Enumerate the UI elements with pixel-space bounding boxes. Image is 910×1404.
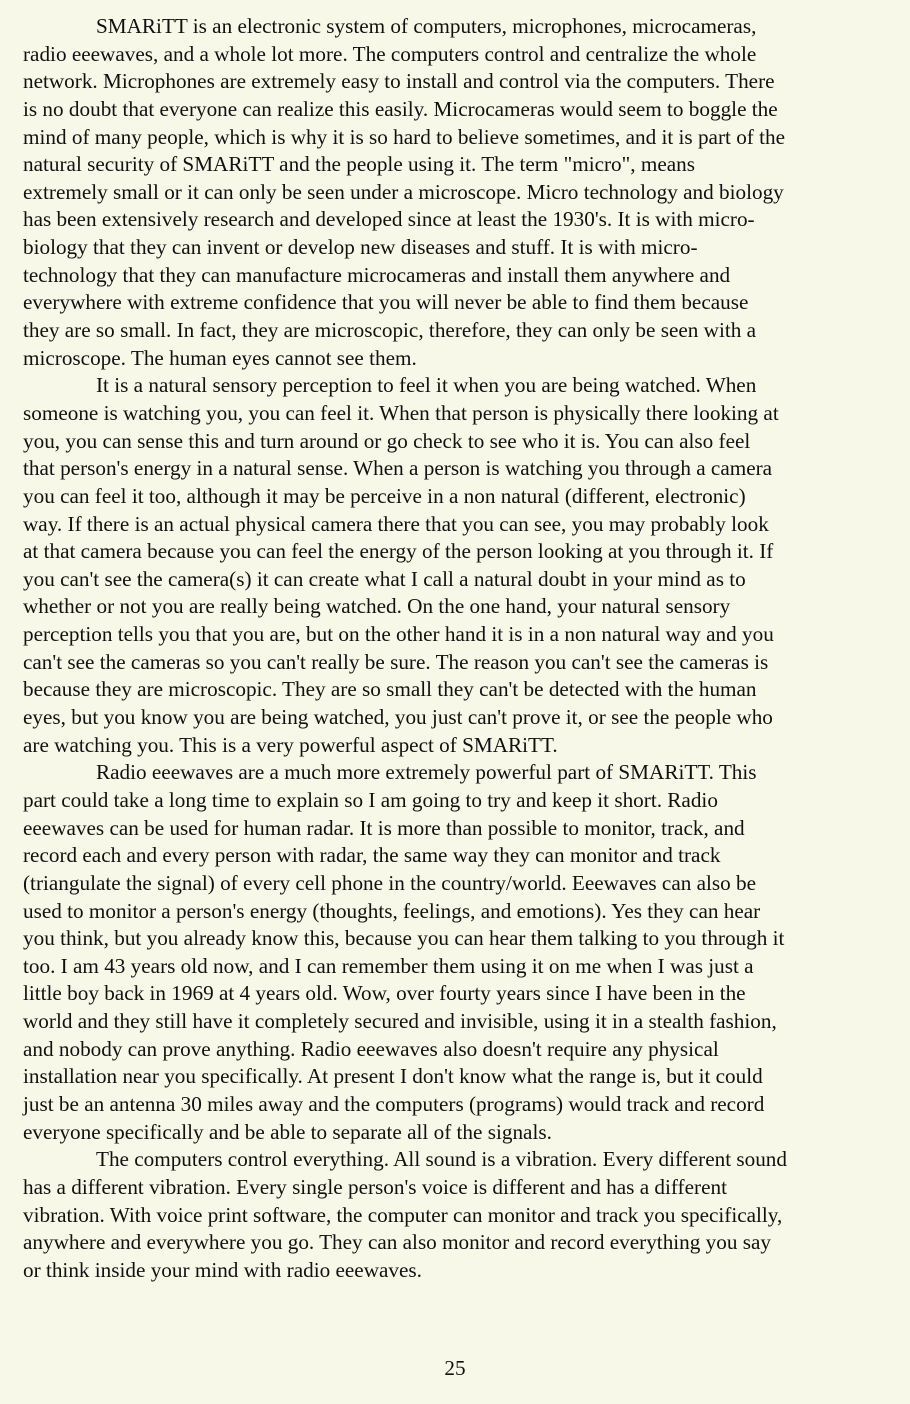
text-line: eyes, but you know you are being watched, you just can't prove it, or see the people who [23,705,773,730]
text-line: has been extensively research and developed since at least the 1930's. It is with micro- [23,207,755,232]
text-line: microscope. The human eyes cannot see them. [23,345,417,370]
text-line: are watching you. This is a very powerful aspect of SMARiTT. [23,732,558,757]
text-line: has a different vibration. Every single person's voice is different and has a different [23,1174,727,1199]
text-line: network. Microphones are extremely easy to install and control via the computers. There [23,69,775,94]
text-line: installation near you specifically. At present I don't know what the range is, but it could [23,1064,763,1089]
paragraph-radio-eeewaves [23,759,893,1146]
text-line: SMARiTT is an electronic system of computers, microphones, microcameras, [96,14,757,38]
text-line: perception tells you that you are, but on the other hand it is in a non natural way and you [23,622,774,647]
text-line: eeewaves can be used for human radar. It is more than possible to monitor, track, and [23,815,745,840]
text-line: because they are microscopic. They are so small they can't be detected with the human [23,677,757,702]
page-number: 25 [444,1356,466,1380]
text-line: and nobody can prove anything. Radio eeewaves also doesn't require any physical [23,1036,719,1061]
text-line: radio eeewaves, and a whole lot more. The computers control and centralize the whole [23,41,757,66]
text-line: (triangulate the signal) of every cell phone in the country/world. Eeewaves can also be [23,870,757,895]
text-line: way. If there is an actual physical camera there that you can see, you may probably look [23,511,769,536]
text-line: someone is watching you, you can feel it. When that person is physically there looking at [23,400,779,425]
text-line: you think, but you already know this, because you can hear them talking to you through it [23,926,785,951]
text-line: is no doubt that everyone can realize this easily. Microcameras would seem to boggle the [23,96,778,121]
text-line: It is a natural sensory perception to feel it when you are being watched. When [96,373,757,398]
text-line: you can't see the camera(s) it can create what I call a natural doubt in your mind as to [23,566,746,591]
text-line: anywhere and everywhere you go. They can also monitor and record everything you say [23,1230,771,1255]
text-line: everywhere with extreme confidence that you will never be able to find them because [23,290,749,315]
text-line: part could take a long time to explain so I am going to try and keep it short. Radio [23,787,718,812]
text-line: world and they still have it completely secured and invisible, using it in a stealth fashion, [23,1009,777,1034]
text-line: at that camera because you can feel the energy of the person looking at you through it. If [23,539,774,564]
text-line: vibration. With voice print software, the computer can monitor and track you specifically, [23,1202,783,1227]
text-line: too. I am 43 years old now, and I can remember them using it on me when I was just a [23,953,754,978]
text-line: that person's energy in a natural sense. When a person is watching you through a camera [23,456,773,481]
document-page-body [23,13,893,1284]
text-line: record each and every person with radar, the same way they can monitor and track [23,843,721,868]
text-line: everyone specifically and be able to separate all of the signals. [23,1119,552,1144]
paragraph-sensory-perception [23,372,893,759]
paragraph-smaritt-overview [23,13,893,372]
text-line: you can feel it too, although it may be perceive in a non natural (different, electronic) [23,483,746,508]
text-line: mind of many people, which is why it is so hard to believe sometimes, and it is part of the [23,124,786,149]
text-line: or think inside your mind with radio eeewaves. [23,1257,422,1282]
text-line: can't see the cameras so you can't really be sure. The reason you can't see the cameras is [23,649,769,674]
text-line: whether or not you are really being watched. On the one hand, your natural sensory [23,594,731,619]
text-line: natural security of SMARiTT and the people using it. The term "micro", means [23,152,696,177]
text-line: they are so small. In fact, they are microscopic, therefore, they can only be seen with a [23,318,757,343]
paragraph-computers-control [23,1146,893,1284]
text-line: little boy back in 1969 at 4 years old. Wow, over fourty years since I have been in the [23,981,746,1006]
text-line: just be an antenna 30 miles away and the computers (programs) would track and record [23,1091,765,1116]
text-line: you, you can sense this and turn around or go check to see who it is. You can also feel [23,428,751,453]
text-line: used to monitor a person's energy (thoughts, feelings, and emotions). Yes they can hear [23,898,761,923]
text-line: biology that they can invent or develop new diseases and stuff. It is with micro- [23,235,698,260]
text-line: Radio eeewaves are a much more extremely powerful part of SMARiTT. This [96,760,757,785]
text-line: The computers control everything. All sound is a vibration. Every different sound [96,1147,787,1172]
text-line: technology that they can manufacture microcameras and install them anywhere and [23,262,731,287]
text-line: extremely small or it can only be seen under a microscope. Micro technology and biology [23,179,784,204]
